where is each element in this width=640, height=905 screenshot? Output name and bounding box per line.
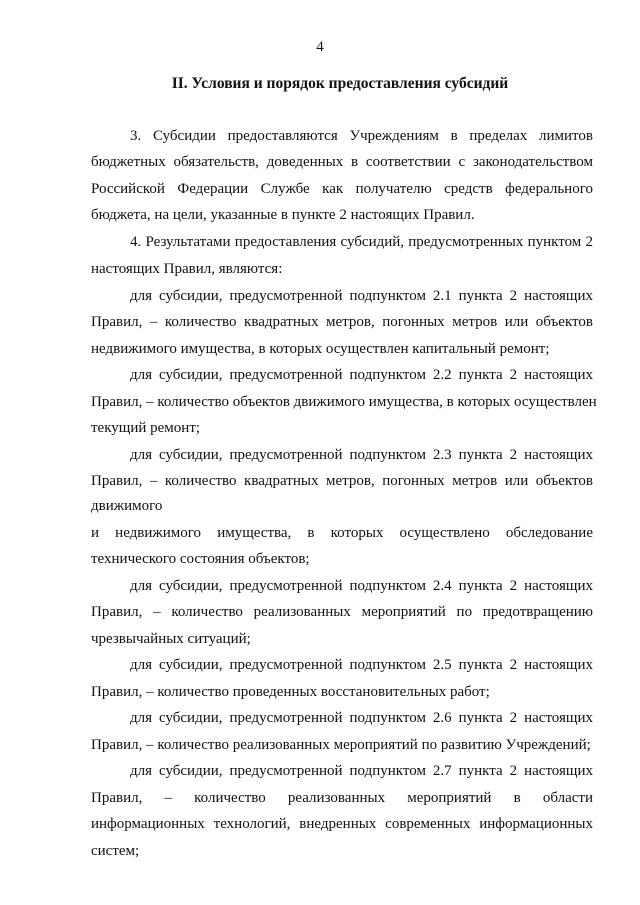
text-line: технического состояния объектов; bbox=[91, 551, 310, 567]
section-heading: II. Условия и порядок предоставления субсидий bbox=[171, 75, 509, 92]
text-line: для субсидии, предусмотренной подпунктом 2.7 пункта 2 настоящих bbox=[130, 763, 593, 779]
text-line: бюджетных обязательств, доведенных в соответствии с законодательством bbox=[91, 154, 593, 170]
text-line: для субсидии, предусмотренной подпунктом 2.6 пункта 2 настоящих bbox=[130, 710, 593, 726]
text-line: для субсидии, предусмотренной подпунктом 2.5 пункта 2 настоящих bbox=[130, 657, 593, 673]
text-line: Правил, – количество квадратных метров, погонных метров или объектов bbox=[91, 314, 593, 330]
text-line: текущий ремонт; bbox=[91, 420, 201, 436]
text-line: для субсидии, предусмотренной подпунктом 2.4 пункта 2 настоящих bbox=[130, 578, 593, 594]
text-line: Правил, – количество реализованных мероприятий в области bbox=[91, 790, 593, 806]
text-line: бюджета, на цели, указанные в пункте 2 настоящих Правил. bbox=[91, 207, 475, 223]
text-line: информационных технологий, внедренных современных информационных bbox=[91, 816, 593, 832]
text-line: 3. Субсидии предоставляются Учреждениям в пределах лимитов bbox=[130, 128, 593, 144]
text-line: для субсидии, предусмотренной подпунктом 2.2 пункта 2 настоящих bbox=[130, 367, 593, 383]
text-line: Правил, – количество квадратных метров, погонных метров или объектов bbox=[91, 473, 593, 489]
text-line: и недвижимого имущества, в которых осуществлено обследование bbox=[91, 525, 593, 541]
text-line: Правил, – количество проведенных восстановительных работ; bbox=[91, 684, 490, 700]
text-line: Правил, – количество реализованных мероприятий по развитию Учреждений; bbox=[91, 737, 591, 753]
text-line: Российской Федерации Службе как получателю средств федерального bbox=[91, 181, 593, 197]
text-line: Правил, – количество реализованных мероприятий по предотвращению bbox=[91, 604, 593, 620]
text-line: систем; bbox=[91, 843, 140, 859]
page-number: 4 bbox=[316, 39, 324, 55]
text-line: чрезвычайных ситуаций; bbox=[91, 631, 251, 647]
text-line: для субсидии, предусмотренной подпунктом 2.1 пункта 2 настоящих bbox=[130, 288, 593, 304]
text-line: 4. Результатами предоставления субсидий, предусмотренных пунктом 2 bbox=[130, 234, 593, 250]
text-line: настоящих Правил, являются: bbox=[91, 261, 283, 277]
text-line: недвижимого имущества, в которых осуществлен капитальный ремонт; bbox=[91, 341, 550, 357]
text-line: Правил, – количество объектов движимого имущества, в которых осуществлен bbox=[91, 394, 597, 410]
text-line: движимого bbox=[91, 498, 163, 514]
text-line: для субсидии, предусмотренной подпунктом 2.3 пункта 2 настоящих bbox=[130, 447, 593, 463]
